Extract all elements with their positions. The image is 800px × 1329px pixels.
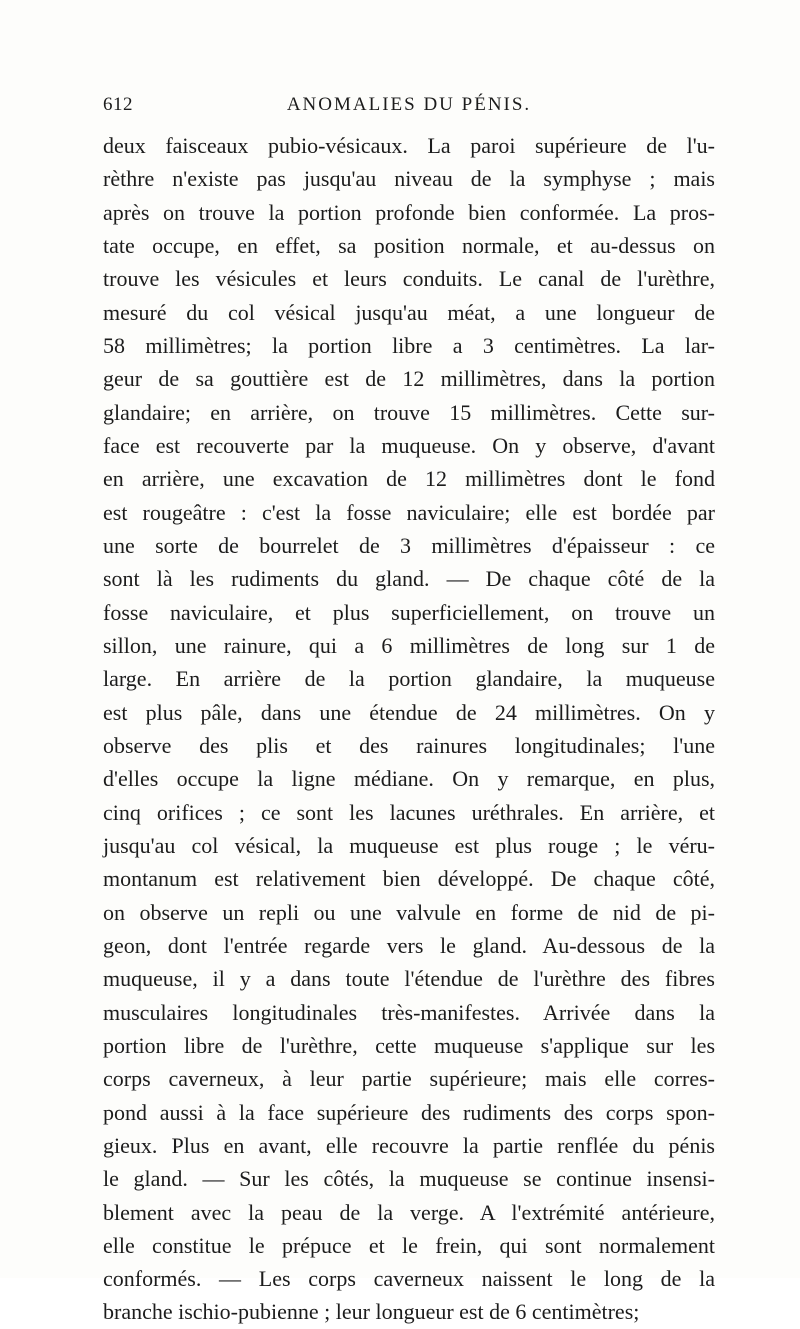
text-line: muqueuse, il y a dans toute l'étendue de l'urèthre des fibres (103, 966, 715, 992)
text-line: observe des plis et des rainures longitudinales; l'une (103, 732, 715, 758)
text-line: rèthre n'existe pas jusqu'au niveau de la symphyse ; mais (103, 166, 715, 192)
text-line: blement avec la peau de la verge. A l'extrémité antérieure, (103, 1199, 715, 1225)
text-line: une sorte de bourrelet de 3 millimètres d'épaisseur : ce (103, 532, 715, 558)
text-line: tate occupe, en effet, sa position normale, et au-dessus on (103, 232, 715, 258)
text-line: elle constitue le prépuce et le frein, qui sont normalement (103, 1232, 715, 1258)
text-line: musculaires longitudinales très-manifestes. Arrivée dans la (103, 999, 715, 1025)
body-text (103, 129, 715, 1329)
text-line: après on trouve la portion profonde bien conformée. La pros- (103, 199, 715, 225)
text-line: gieux. Plus en avant, elle recouvre la partie renflée du pénis (103, 1132, 715, 1158)
text-line: deux faisceaux pubio-vésicaux. La paroi supérieure de l'u- (103, 133, 715, 158)
text-line: cinq orifices ; ce sont les lacunes uréthrales. En arrière, et (103, 799, 715, 825)
text-line: le gland. — Sur les côtés, la muqueuse se continue insensi- (103, 1166, 715, 1192)
text-line: trouve les vésicules et leurs conduits. Le canal de l'urèthre, (103, 266, 715, 292)
text-line: glandaire; en arrière, on trouve 15 millimètres. Cette sur- (103, 399, 715, 425)
text-line: montanum est relativement bien développé. De chaque côté, (103, 866, 715, 892)
text-line: face est recouverte par la muqueuse. On y observe, d'avant (103, 432, 715, 458)
text-line: sont là les rudiments du gland. — De chaque côté de la (103, 566, 715, 592)
text-line: en arrière, une excavation de 12 millimètres dont le fond (103, 466, 715, 492)
text-line: branche ischio-pubienne ; leur longueur est de 6 centimètres; (103, 1299, 640, 1325)
text-line: jusqu'au col vésical, la muqueuse est plus rouge ; le véru- (103, 832, 715, 858)
text-line: geur de sa gouttière est de 12 millimètres, dans la portion (103, 366, 715, 392)
text-line: mesuré du col vésical jusqu'au méat, a une longueur de (103, 299, 715, 325)
text-line: large. En arrière de la portion glandaire, la muqueuse (103, 666, 715, 692)
text-line: est plus pâle, dans une étendue de 24 millimètres. On y (103, 699, 715, 725)
text-line: conformés. — Les corps caverneux naissent le long de la (103, 1266, 715, 1292)
text-line: sillon, une rainure, qui a 6 millimètres de long sur 1 de (103, 632, 715, 658)
text-line: pond aussi à la face supérieure des rudiments des corps spon- (103, 1099, 715, 1125)
text-line: 58 millimètres; la portion libre a 3 centimètres. La lar- (103, 332, 715, 358)
running-head (103, 94, 715, 118)
text-line: est rougeâtre : c'est la fosse naviculaire; elle est bordée par (103, 499, 715, 525)
page-number: 612 (103, 94, 133, 115)
text-line: portion libre de l'urèthre, cette muqueuse s'applique sur les (103, 1032, 715, 1058)
running-title: ANOMALIES DU PÉNIS. (286, 94, 532, 115)
text-line: geon, dont l'entrée regarde vers le gland. Au-dessous de la (103, 932, 715, 958)
text-line: fosse naviculaire, et plus superficiellement, on trouve un (103, 599, 715, 625)
text-line: on observe un repli ou une valvule en forme de nid de pi- (103, 899, 715, 925)
text-line: d'elles occupe la ligne médiane. On y remarque, en plus, (103, 766, 715, 792)
text-line: corps caverneux, à leur partie supérieure; mais elle corres- (103, 1066, 715, 1092)
